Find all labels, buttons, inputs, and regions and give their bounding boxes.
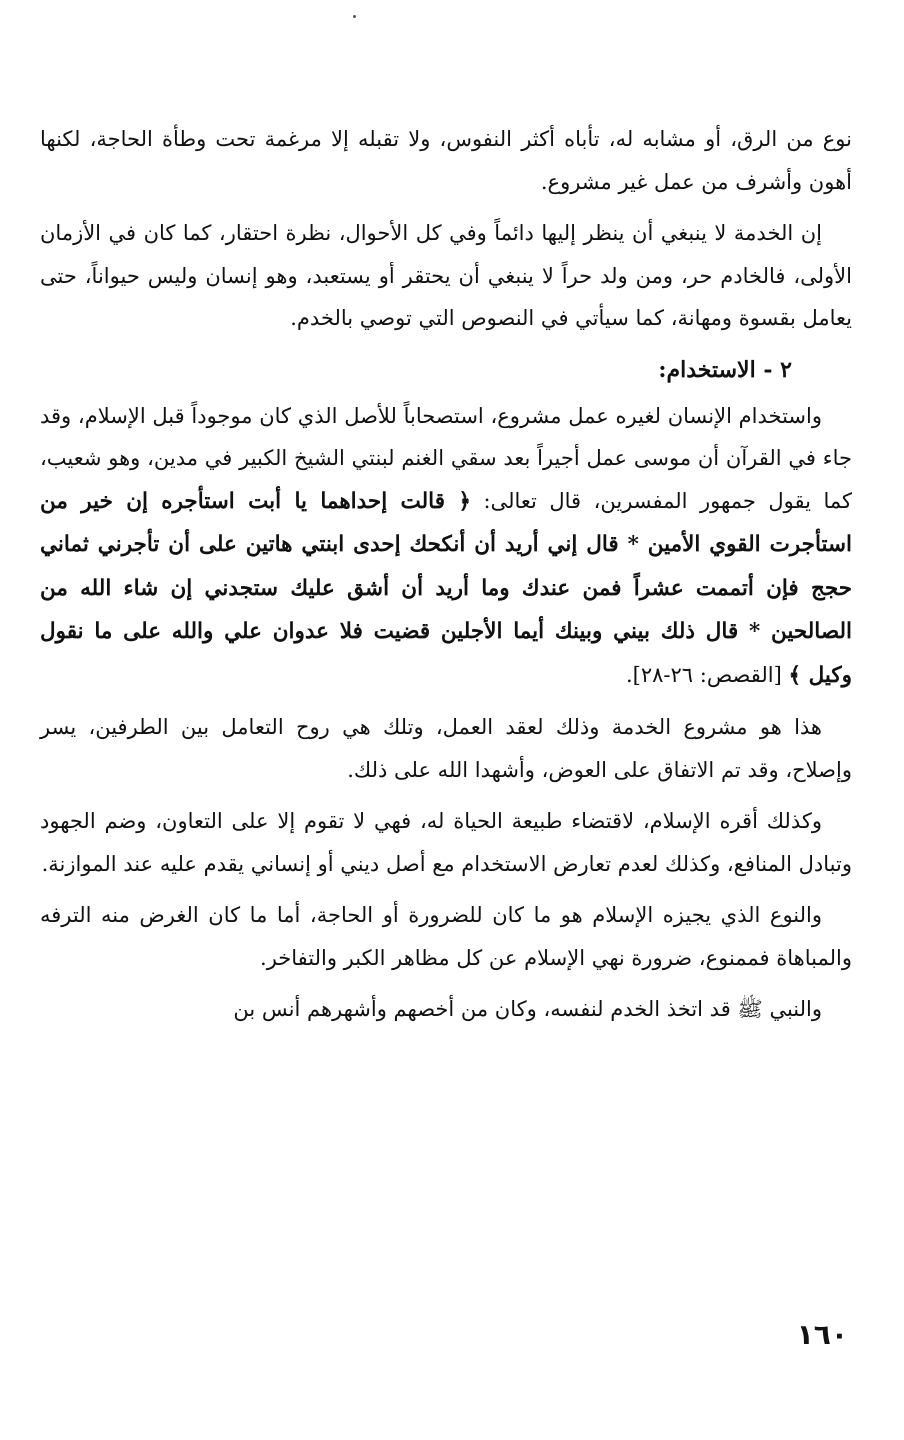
paragraph-2: إن الخدمة لا ينبغي أن ينظر إليها دائماً وفي كل الأحوال، نظرة احتقار، كما كان في الأزمان الأولى، فالخادم حر، ومن ولد حراً لا ينبغي أن يحتقر أو يستعبد، وهو إنسان وليس حيواناً، حتى يعامل بقسوة ومهانة، كما سيأتي في النصوص التي توصي بالخدم.	[40, 221, 852, 330]
section-heading: ٢ - الاستخدام:	[658, 356, 792, 383]
paragraph-6: والنوع الذي يجيزه الإسلام هو ما كان للضرورة أو الحاجة، أما ما كان الغرض منه الترفه والمباهاة فممنوع، ضرورة نهي الإسلام عن كل مظاهر الكبر والتفاخر.	[40, 903, 852, 970]
paragraph-5: وكذلك أقره الإسلام، لاقتضاء طبيعة الحياة له، فهي لا تقوم إلا على التعاون، وضم الجهود وتبادل المنافع، وكذلك لعدم تعارض الاستخدام مع أصل ديني أو إنساني يقدم عليه عند الموازنة.	[40, 809, 852, 876]
paragraph-7: والنبي ﷺ قد اتخذ الخدم لنفسه، وكان من أخصهم وأشهرهم أنس بن	[233, 997, 822, 1021]
paragraph-3-intro: واستخدام الإنسان لغيره عمل مشروع، استصحاباً للأصل الذي كان موجوداً قبل الإسلام، وقد جاء في القرآن أن موسى عمل أجيراً بعد سقي الغنم لبنتي الشيخ الكبير في مدين، وهو شعيب، كما يقول جمهور المفسرين، قال تعالى:	[40, 403, 852, 513]
page-body	[40, 118, 852, 1040]
quran-verse: ﴿ قالت إحداهما يا أبت استأجره إن خير من استأجرت القوي الأمين * قال إني أريد أن أنكحك إحدى ابنتي هاتين على أن تأجرني ثماني حجج فإن أتممت عشراً فمن عندك وما أريد أن أشق عليك ستجدني إن شاء الله من الصالحين * قال ذلك بيني وبينك أيما الأجلين قضيت فلا عدوان علي والله على ما نقول وكيل ﴾	[40, 488, 852, 688]
paragraph-4: هذا هو مشروع الخدمة وذلك لعقد العمل، وتلك هي روح التعامل بين الطرفين، يسر وإصلاح، وقد تم الاتفاق على العوض، وأشهدا الله على ذلك.	[40, 715, 852, 782]
scan-mark	[353, 15, 356, 18]
paragraph-1: نوع من الرق، أو مشابه له، تأباه أكثر النفوس، ولا تقبله إلا مرغمة تحت وطأة الحاجة، لكنها أهون وأشرف من عمل غير مشروع.	[40, 127, 852, 194]
page-number: ١٦٠	[796, 1318, 848, 1351]
verse-citation: [القصص: ٢٦-٢٨].	[625, 662, 782, 687]
paragraph-3	[40, 395, 852, 698]
